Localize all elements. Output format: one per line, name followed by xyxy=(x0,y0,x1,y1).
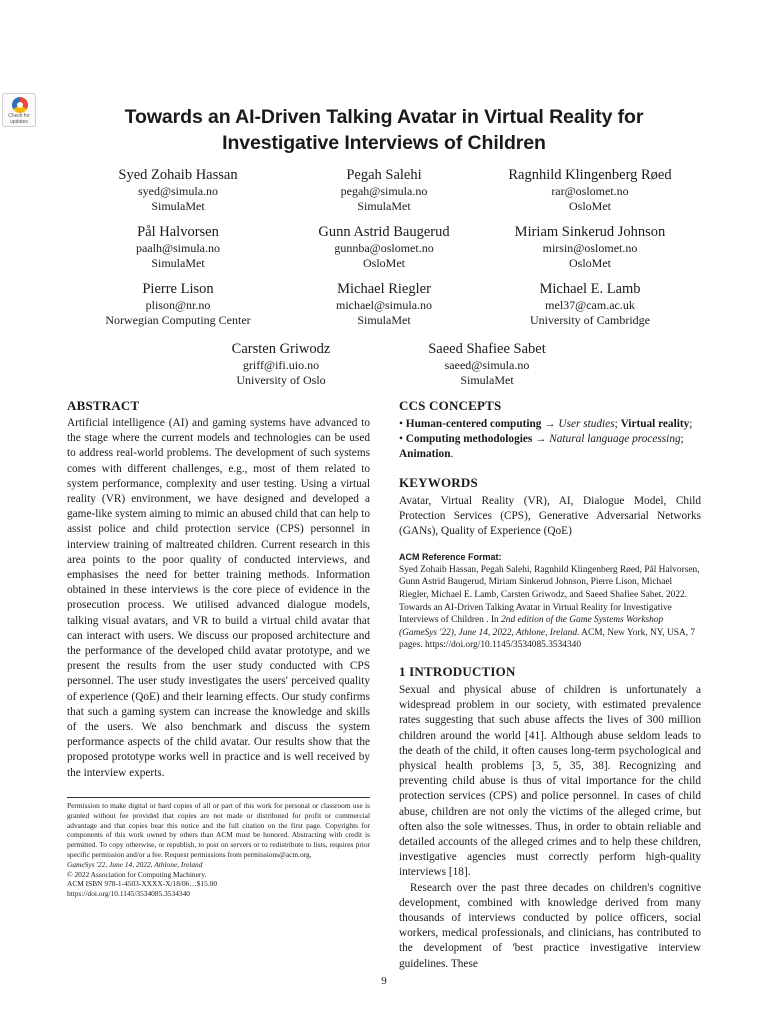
author-block xyxy=(470,223,710,271)
author-name: Pegah Salehi xyxy=(346,167,422,183)
author-name: Pål Halvorsen xyxy=(137,224,219,240)
author-block xyxy=(470,280,710,328)
acm-reference-heading: ACM Reference Format: xyxy=(399,552,502,563)
crossmark-icon xyxy=(12,97,28,113)
author-affiliation: OsloMet xyxy=(363,256,405,270)
author-email[interactable]: paalh@simula.no xyxy=(135,241,221,255)
author-affiliation: SimulaMet xyxy=(357,199,411,213)
author-name: Gunn Astrid Baugerud xyxy=(318,224,450,240)
author-name: Pierre Lison xyxy=(142,281,214,297)
author-block xyxy=(470,166,710,214)
paragraph: Research over the past three decades on children's cognitive development, combined with knowledge derived from many thousands of interviews conducted by police officers, social workers, medical professionals, and clinicians, has contributed to the development of 'best practice investigative interview guidelines. These xyxy=(399,881,701,970)
permission-text: Permission to make digital or hard copies of all or part of this work for personal or classroom use is granted without fee provided that copies are not made or distributed for profit or commercial advantage and that copies bear this notice and the full citation on the first page. Copyrights for components of this work owned by others than ACM must be honored. Abstracting with credit is permitted. To copy otherwise, or republish, to post on servers or to redistribute to lists, requires prior specific permission and/or a fee. Request permissions from permissions@acm.org. xyxy=(67,801,370,859)
abstract-heading: ABSTRACT xyxy=(67,398,140,413)
author-email[interactable]: michael@simula.no xyxy=(335,298,433,312)
author-email[interactable]: rar@oslomet.no xyxy=(551,184,629,198)
ccs-concepts: • Human-centered computing → User studies; Virtual reality; • Computing methodologies → Natural language processing; Animation. xyxy=(399,418,693,461)
acm-reference: ACM Reference Format: Syed Zohaib Hassan, Pegah Salehi, Ragnhild Klingenberg Røed, Pål Halvorsen, Gunn Astrid Baugerud, Miriam Sinkerud Johnson, Pierre Lison, Michael Riegler, Michael E. Lamb, Carsten Griwodz, and Saeed Shafiee Sabet. 2022. Towards an AI-Driven Talking Avatar in Virtual Reality for Investigative Interviews of Children . In 2nd edition of the Game Systems Workshop (GameSys '22), June 14, 2022, Athlone, Ireland. ACM, New York, NY, USA, 7 pages. https://doi.org/10.1145/3534085.3534340 xyxy=(399,552,700,651)
author-name: Saeed Shafiee Sabet xyxy=(428,341,546,357)
introduction-body xyxy=(399,683,701,972)
author-email[interactable]: pegah@simula.no xyxy=(340,184,428,198)
author-block xyxy=(264,166,504,214)
permission-footnote xyxy=(67,801,370,899)
doi-line[interactable]: https://doi.org/10.1145/3534085.3534340 xyxy=(67,889,190,899)
author-affiliation: SimulaMet xyxy=(151,199,205,213)
author-block xyxy=(58,223,298,271)
author-affiliation: OsloMet xyxy=(569,199,611,213)
paragraph: Sexual and physical abuse of children is unfortunately a widespread problem in our society, with estimated prevalence rates suggesting that such abuse affects the lives of 300 million children around the world [41]. Although abuse seldom leads to the death of the child, it often causes long-term psychological and physical health problems [3, 5, 35, 38]. Recognizing and preventing child abuse is thus of vital importance for the child protection services (CPS) and police personnel. In cases of child abuse, children are not only the victims of the alleged crime, but often also the sole witnesses. Thus, in order to obtain reliable and detailed accounts of the alleged crimes and to help these children, investigative agencies must correctly perform high-quality interviews [18]. xyxy=(399,683,701,879)
author-affiliation: OsloMet xyxy=(569,256,611,270)
footnote-divider xyxy=(67,797,370,798)
author-email[interactable]: griff@ifi.uio.no xyxy=(242,358,320,372)
author-name: Michael E. Lamb xyxy=(539,281,641,297)
author-name: Carsten Griwodz xyxy=(231,341,331,357)
author-affiliation: SimulaMet xyxy=(357,313,411,327)
isbn-line: ACM ISBN 978-1-4503-XXXX-X/18/06…$15.00 xyxy=(67,879,218,889)
author-block xyxy=(58,166,298,214)
author-email[interactable]: plison@nr.no xyxy=(145,298,211,312)
page-number: 9 xyxy=(381,975,387,987)
author-block xyxy=(58,280,298,328)
check-for-updates-badge[interactable]: Check for updates xyxy=(2,93,36,127)
author-name: Michael Riegler xyxy=(337,281,431,297)
introduction-heading: 1 INTRODUCTION xyxy=(399,663,516,679)
author-block xyxy=(367,340,607,388)
author-affiliation: Norwegian Computing Center xyxy=(105,313,251,327)
keywords-text: Avatar, Virtual Reality (VR), AI, Dialogue Model, Child Protection Services (CPS), Generative Adversarial Networks (GANs), Quality of Experience (QoE) xyxy=(399,494,701,538)
author-name: Ragnhild Klingenberg Røed xyxy=(508,167,672,183)
copyright-line: © 2022 Association for Computing Machinery. xyxy=(67,869,207,879)
right-column xyxy=(399,398,701,972)
author-affiliation: SimulaMet xyxy=(151,256,205,270)
abstract-section xyxy=(67,398,370,781)
author-email[interactable]: saeed@simula.no xyxy=(444,358,530,372)
author-affiliation: University of Cambridge xyxy=(530,313,650,327)
keywords-heading: KEYWORDS xyxy=(399,474,478,490)
author-email[interactable]: mel37@cam.ac.uk xyxy=(545,298,635,312)
author-email[interactable]: mirsin@oslomet.no xyxy=(542,241,638,255)
venue-line: GameSys '22, June 14, 2022, Athlone, Ireland xyxy=(67,859,203,869)
abstract-text: Artificial intelligence (AI) and gaming systems have advanced to the stage where the current models and technologies can be used to address real-world problems. The development of such systems comes with different challenges, e.g., most of them related to system performance, complexity and user testing. Using a virtual reality (VR) environment, we have designed and developed a game-like system aiming to mimic an abused child that can help to assist police and child protection service (CPS) personnel in interview training of maltreated children. Current research in this area points to the poor quality of conducted interviews, and emphasises the need for better training methods. Information obtained in these interviews is the core piece of evidence in the prosecution process. We utilised advanced dialogue models, talking visual avatars, and VR to build a virtual child avatar that can interact with users. We discuss our proposed architecture and the performance of the developed child avatar prototype, and we present the results from the user study conducted with CPS personnel. The user study investigates the users' perceived quality of experience (QoE) and their learning effects. Our study confirms that such a gaming system can increase the knowledge and skills of the users. We also benchmark and discuss the system performance aspects of the child avatar. Our results show that the proposed prototype works well in practice and is well received by the interview experts. xyxy=(67,417,370,779)
author-affiliation: SimulaMet xyxy=(460,373,514,387)
author-email[interactable]: gunnba@oslomet.no xyxy=(334,241,434,255)
paper-title: Towards an AI-Driven Talking Avatar in Virtual Reality for Investigative Interviews of Children xyxy=(124,106,644,154)
author-name: Syed Zohaib Hassan xyxy=(118,167,238,183)
author-name: Miriam Sinkerud Johnson xyxy=(514,224,666,240)
author-affiliation: University of Oslo xyxy=(236,373,326,387)
ccs-heading: CCS CONCEPTS xyxy=(399,398,502,413)
author-block xyxy=(264,223,504,271)
author-block xyxy=(264,280,504,328)
author-block xyxy=(161,340,401,388)
author-email[interactable]: syed@simula.no xyxy=(137,184,219,198)
